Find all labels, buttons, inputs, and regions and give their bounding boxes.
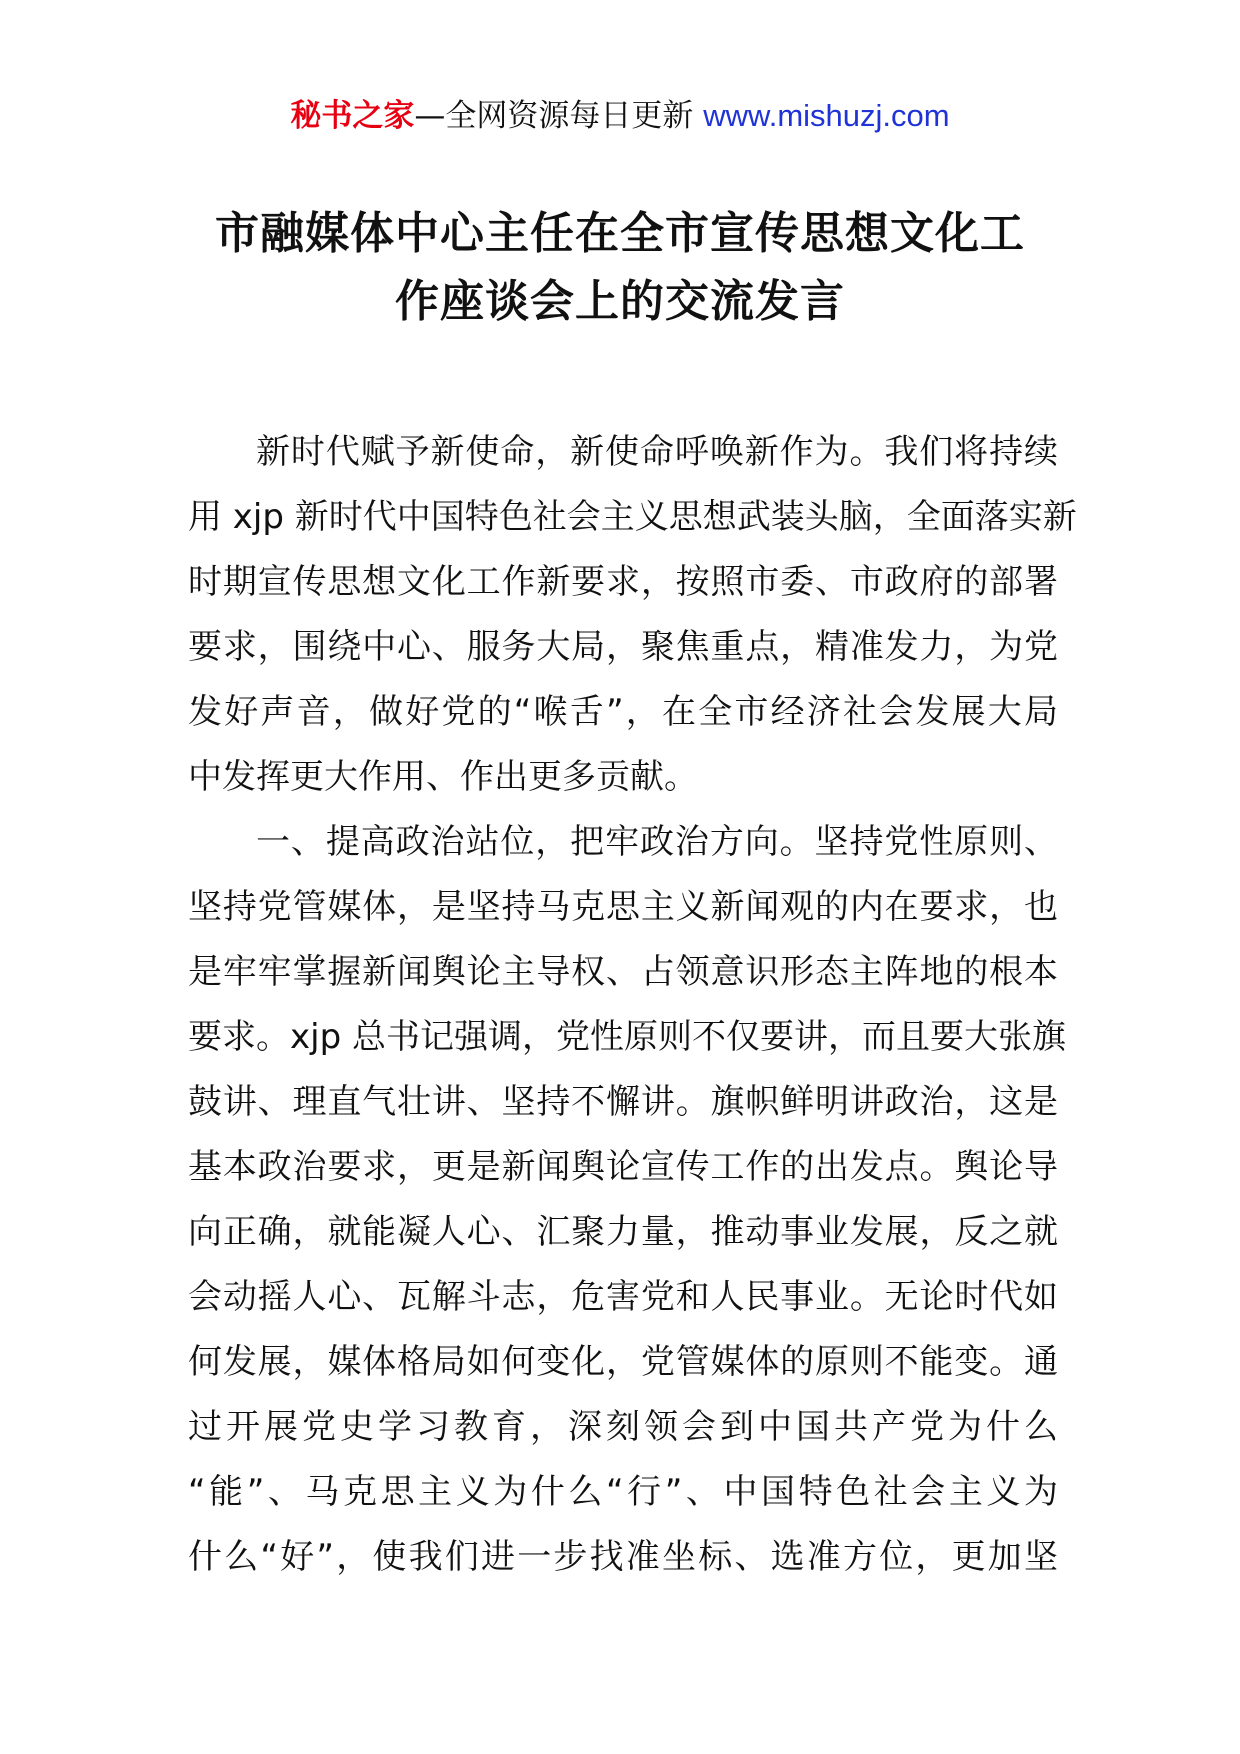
site-url[interactable]: www.mishuzj.com bbox=[703, 98, 950, 133]
text-line: 过开展党史学习教育，深刻领会到中国共产党为什么 bbox=[188, 1407, 1058, 1447]
text-line: 发好声音，做好党的“喉舌”，在全市经济社会发展大局 bbox=[188, 692, 1058, 732]
text-line: 向正确，就能凝人心、汇聚力量，推动事业发展，反之就 bbox=[188, 1212, 1058, 1252]
text-line: 坚持党管媒体，是坚持马克思主义新闻观的内在要求，也 bbox=[188, 887, 1058, 927]
title-line-2: 作座谈会上的交流发言 bbox=[395, 276, 845, 327]
text-line: 一、提高政治站位，把牢政治方向。坚持党性原则、 bbox=[256, 822, 1058, 862]
text-line: 中发挥更大作用、作出更多贡献。 bbox=[188, 757, 698, 797]
title-line-1: 市融媒体中心主任在全市宣传思想文化工 bbox=[215, 208, 1025, 259]
site-header bbox=[0, 96, 1240, 136]
document-body bbox=[188, 420, 1077, 1590]
document-title bbox=[150, 200, 1090, 336]
text-line: 要求，围绕中心、服务大局，聚焦重点，精准发力，为党 bbox=[188, 627, 1058, 667]
text-line: 基本政治要求，更是新闻舆论宣传工作的出发点。舆论导 bbox=[188, 1147, 1058, 1187]
brand-name: 秘书之家 bbox=[290, 98, 415, 134]
header-slogan: —全网资源每日更新 bbox=[414, 98, 694, 134]
text-line: 要求。xjp 总书记强调，党性原则不仅要讲，而且要大张旗 bbox=[188, 1017, 1066, 1057]
text-line: 什么“好”，使我们进一步找准坐标、选准方位，更加坚 bbox=[188, 1537, 1058, 1577]
text-line: 何发展，媒体格局如何变化，党管媒体的原则不能变。通 bbox=[188, 1342, 1058, 1382]
paragraph-intro bbox=[188, 420, 1077, 810]
text-line: 会动摇人心、瓦解斗志，危害党和人民事业。无论时代如 bbox=[188, 1277, 1058, 1317]
paragraph-section-1 bbox=[188, 810, 1066, 1590]
text-line: 时期宣传思想文化工作新要求，按照市委、市政府的部署 bbox=[188, 562, 1058, 602]
text-line: 新时代赋予新使命，新使命呼唤新作为。我们将持续 bbox=[256, 432, 1058, 472]
text-line: 用 xjp 新时代中国特色社会主义思想武装头脑，全面落实新 bbox=[188, 497, 1077, 537]
text-line: 鼓讲、理直气壮讲、坚持不懈讲。旗帜鲜明讲政治，这是 bbox=[188, 1082, 1058, 1122]
text-line: 是牢牢掌握新闻舆论主导权、占领意识形态主阵地的根本 bbox=[188, 952, 1058, 992]
text-line: “能”、马克思主义为什么“行”、中国特色社会主义为 bbox=[188, 1472, 1058, 1512]
